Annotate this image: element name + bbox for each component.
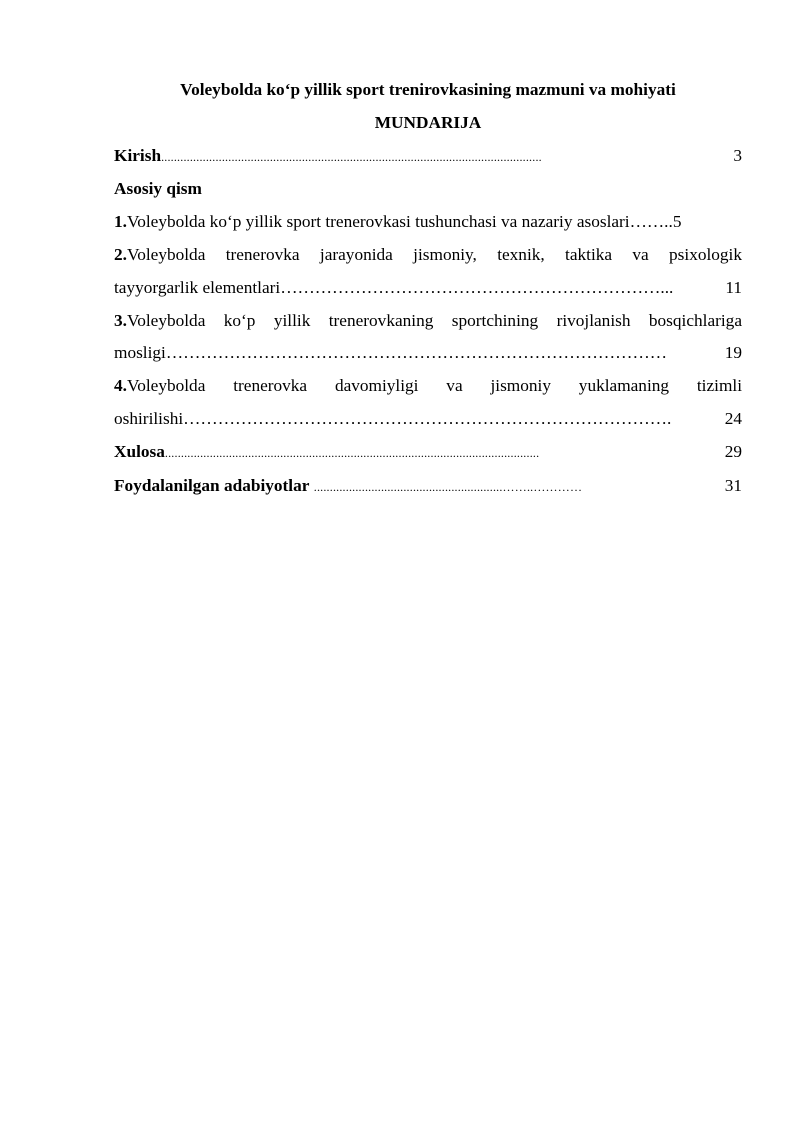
toc-leader-dots: …………………………………………………………...	[280, 277, 674, 297]
toc-entry-line	[114, 272, 742, 305]
toc-entry-label: Foydalanilgan adabiyotlar	[114, 475, 310, 495]
toc-entry-text: Voleybolda trenerovka jarayonida jismoniy, texnik, taktika va psixologik	[126, 244, 742, 264]
toc-entry-number: 4.	[114, 376, 127, 396]
toc-entry-text: mosligi	[114, 343, 166, 363]
toc-page-number: 19	[724, 343, 742, 363]
toc-leader-dots: ...........................................................……..…………	[313, 479, 583, 494]
toc-entry-adabiyotlar[interactable]	[114, 470, 742, 504]
toc-entry-text: Voleybolda ko‘p yillik sport trenerovkasi tushunchasi va nazariy asoslari	[126, 212, 630, 232]
toc-entry-line	[114, 239, 742, 272]
toc-entry-number: 1.	[114, 212, 127, 232]
document-title: Voleybolda ko‘p yillik sport trenirovkasining mazmuni va mohiyati	[180, 80, 676, 99]
document-content	[114, 74, 742, 503]
toc-entry-2[interactable]	[114, 239, 742, 305]
toc-page-number: 29	[724, 441, 742, 461]
toc-leader-dots: .......................................................................................................................	[161, 149, 542, 164]
toc-page-number: 3	[733, 145, 742, 165]
toc-entry-label: Xulosa	[114, 441, 165, 461]
toc-entry-text: tayyorgarlik elementlari	[114, 277, 281, 297]
toc-entry-line	[114, 305, 742, 338]
toc-entry-number: 3.	[114, 310, 127, 330]
toc-entry-text: Voleybolda ko‘p yillik trenerovkaning sportchining rivojlanish bosqichlariga	[126, 310, 742, 330]
toc-page-number: 5	[672, 212, 682, 232]
toc-section-asosiy: Asosiy qism	[114, 179, 202, 199]
toc-entry-text: Voleybolda trenerovka davomiyligi va jismoniy yuklamaning tizimli	[126, 376, 742, 396]
toc-entry-line	[114, 370, 742, 403]
toc-leader-dots: ……..	[629, 212, 673, 232]
toc-page-number: 11	[725, 277, 742, 297]
toc-entry-xulosa[interactable]	[114, 436, 742, 470]
toc-heading: MUNDARIJA	[374, 112, 482, 132]
toc-leader-dots: ………………………………………………………………………….	[183, 408, 672, 428]
toc-entry-text: oshirilishi	[114, 408, 184, 428]
toc-page-number: 24	[724, 408, 742, 428]
toc-entry-1[interactable]	[114, 206, 742, 239]
toc-entry-4[interactable]	[114, 370, 742, 436]
toc-entry-label: Kirish	[114, 145, 162, 165]
toc-leader-dots: .....................................................................................................................	[164, 445, 540, 460]
toc-entry-kirish[interactable]	[114, 140, 742, 174]
toc-entry-number: 2.	[114, 244, 127, 264]
toc-entry-line	[114, 403, 742, 436]
toc-leader-dots: ……………………………………………………………………………	[165, 343, 668, 363]
toc-entry-line	[114, 337, 742, 370]
toc-page-number: 31	[724, 475, 742, 495]
toc-entry-3[interactable]	[114, 305, 742, 371]
